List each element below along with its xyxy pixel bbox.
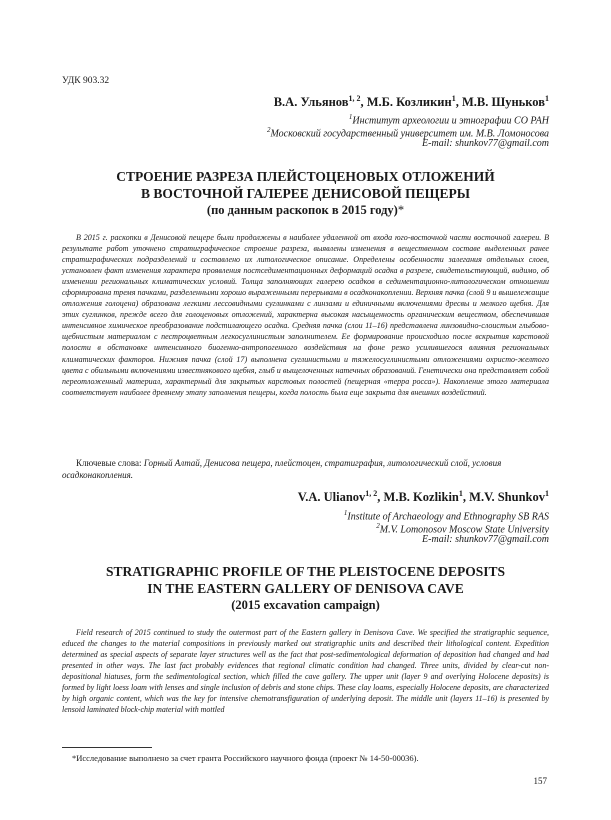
affiliation-ru-2: $^2$Московский государственный университет им. М.В. Ломоносова [266, 126, 549, 140]
author-name: М.Б. Козликин [366, 95, 452, 110]
page-number: 157 [533, 776, 547, 786]
email-en: E-mail: shunkov77@gmail.com [422, 534, 549, 545]
abstract-en: Field research of 2015 continued to study the outermost part of the Eastern gallery in Denisova Cave. We specified the stratigraphic sequence, educed the changes to the material compositions in previously marked out stratigraphic units and described their lithological content. Expedition determined as special aspects of separate layer structures well as the fact that post-sedimentological deformation of deposition had changed and had presented in other ways. The last fact probably evidences that regional climatic condition had changed. Three units, divided by clear-cut non-depositional hiatuses, form the sedimentological section, which filled the cave gallery. The upper unit (layer 9 and overlying Holocene deposits) is formed by light loess loam with lenses and single inclusion of debris and stone chips. These clay loams, especially Holocene deposits, are characterized by high organic content, which was the key for intensive chemotransfiguration of underlying deposit. The middle unit (layers 11–16) is presented by lensoid laminated block-chip material with mottled [62, 628, 549, 715]
keywords-label: Ключевые слова: [76, 458, 142, 468]
footnote-divider [62, 747, 152, 748]
title-subline: (2015 excavation campaign) [231, 598, 380, 612]
authors-ru: В.А. Ульянов$^{1, 2}$, М.Б. Козликин$^1$, М.В. Шуньков$^1$ [273, 94, 549, 110]
author-name: M.V. Shunkov [469, 490, 545, 505]
title-subline: (по данным раскопок в 2015 году)* [206, 203, 405, 217]
footnote: *Исследование выполнено за счет гранта Российского научного фонда (проект № 14-50-00036). [72, 753, 419, 763]
email-ru: E-mail: shunkov77@gmail.com [422, 138, 549, 149]
author-sup: 1, 2 [348, 94, 361, 103]
author-sup: 1 [451, 94, 456, 103]
affiliation-ru-1: $^1$Институт археологии и этнографии СО РАН [348, 113, 549, 127]
title-ru [62, 168, 549, 219]
affiliation-en-1: $^1$Institute of Archaeology and Ethnography SB RAS [343, 509, 549, 523]
title-line: В ВОСТОЧНОЙ ГАЛЕРЕЕ ДЕНИСОВОЙ ПЕЩЕРЫ [141, 186, 470, 201]
keywords-ru [62, 457, 549, 481]
footnote-mark: * [397, 203, 405, 217]
udc-code: УДК 903.32 [62, 76, 110, 86]
author-sup: 1 [545, 94, 549, 103]
keywords-text: Горный Алтай, Денисова пещера, плейстоцен, стратиграфия, литологический слой, условия осадконакопления. [62, 458, 502, 480]
author-name: М.В. Шуньков [461, 95, 545, 110]
title-line: IN THE EASTERN GALLERY OF DENISOVA CAVE [147, 581, 464, 596]
title-en [62, 563, 549, 614]
authors-en: V.A. Ulianov$^{1, 2}$, M.B. Kozlikin$^1$, M.V. Shunkov$^1$ [297, 489, 549, 505]
title-line: СТРОЕНИЕ РАЗРЕЗА ПЛЕЙСТОЦЕНОВЫХ ОТЛОЖЕНИЙ [116, 169, 495, 184]
author-sup: 1 [458, 489, 463, 498]
title-line: STRATIGRAPHIC PROFILE OF THE PLEISTOCENE DEPOSITS [106, 564, 505, 579]
author-sup: 1, 2 [365, 489, 378, 498]
affiliation-en-2: $^2$M.V. Lomonosov Moscow State University [376, 522, 549, 536]
author-sup: 1 [545, 489, 549, 498]
author-name: В.А. Ульянов [273, 95, 349, 110]
abstract-ru: В 2015 г. раскопки в Денисовой пещере были продолжены в наиболее удаленной от входа юго-восточной части восточной галереи. В результате работ уточнено стратиграфическое строение разреза, выявлены изменения в вещественном составе выделенных ранее стратиграфических подразделений и составлено их литологическое описание. Определены особенности залегания отдельных слоев, установлен факт изменения характера проявления постседиментационных деформаций осадка в разрезе, свидетельствующий, видимо, об изменении региональных климатических условий. Толща заполняющих галерею осадков в седиментационно-литологическом отношении сформирована тремя пачками, разделенными хорошо выраженными перерывами в осадконакоплении. Верхняя пачка (слой 9 и вышележащие отложения голоцена) образована легкими лессовидными суглинками с линзами и единичными включениями дресвы и мелкого щебня. Для этих суглинков, прежде всего для голоценовых отложений, характерна высокая насыщенность органическим веществом, обеспечившая интенсивное химическое преобразование подстилающего осадка. Средняя пачка (слои 11–16) представлена линзовидно-слоистым глыбово-щебнистым материалом с пестроцветным легкосуглинистым заполнителем. Ее формирование происходило после вскрытия карстовой полости в обстановке интенсивного биогенно-антропогенного воздействия на фоне резко усилившегося влияния региональных климатических факторов. Нижняя пачка (слой 17) выполнена суглинистыми и тяжелосуглинистыми отложениями охристо-желтого цвета с обильными включениями известнякового щебня, глыб и выщелоченных натечных образований. Генетически она представляет собой переотложенный материал, характерный для закрытых карстовых полостей (пещерная «терра росса»). Накопление этого материала соответствует наиболее древнему этапу заполнения пещеры, когда полость была еще закрыта для внешних воздействий. [62, 233, 549, 397]
author-name: M.B. Kozlikin [383, 490, 459, 505]
author-name: V.A. Ulianov [297, 490, 366, 505]
